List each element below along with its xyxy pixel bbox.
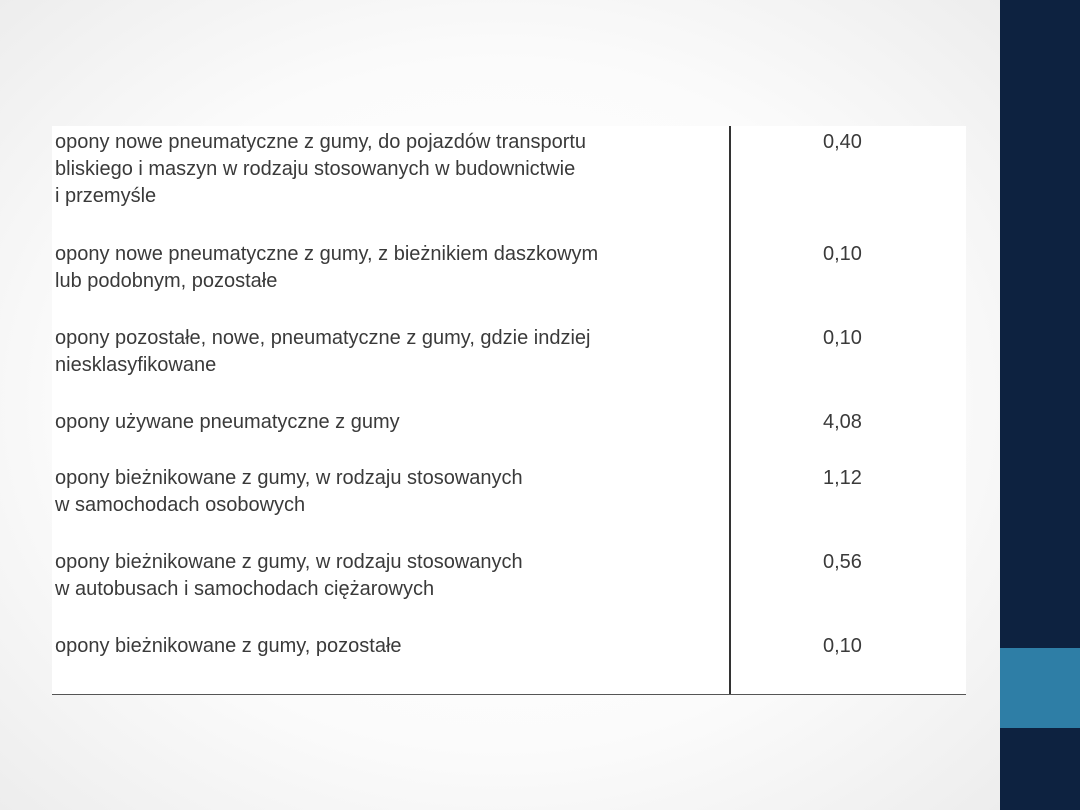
row-description: opony bieżnikowane z gumy, w rodzaju stosowanych w samochodach osobowych (55, 467, 523, 516)
row-value: 0,40 (823, 131, 862, 153)
row-description: opony bieżnikowane z gumy, w rodzaju stosowanych w autobusach i samochodach ciężarowych (55, 551, 523, 600)
row-description: opony nowe pneumatyczne z gumy, do pojazdów transportu bliskiego i maszyn w rodzaju stosowanych w budownictwie i przemyśle (55, 131, 587, 207)
row-description: opony pozostałe, nowe, pneumatyczne z gumy, gdzie indziej niesklasyfikowane (55, 327, 591, 376)
sidebar-accent-block (1000, 648, 1080, 728)
row-description: opony używane pneumatyczne z gumy (55, 411, 400, 433)
column-divider (729, 126, 731, 694)
row-value: 1,12 (823, 467, 862, 489)
row-description: opony bieżnikowane z gumy, pozostałe (55, 635, 402, 657)
row-value: 0,56 (823, 551, 862, 573)
row-value: 0,10 (823, 243, 862, 265)
row-value: 0,10 (823, 327, 862, 349)
tariff-table (52, 126, 966, 695)
row-value: 4,08 (823, 411, 862, 433)
row-description: opony nowe pneumatyczne z gumy, z bieżnikiem daszkowym lub podobnym, pozostałe (55, 243, 599, 292)
row-value: 0,10 (823, 635, 862, 657)
